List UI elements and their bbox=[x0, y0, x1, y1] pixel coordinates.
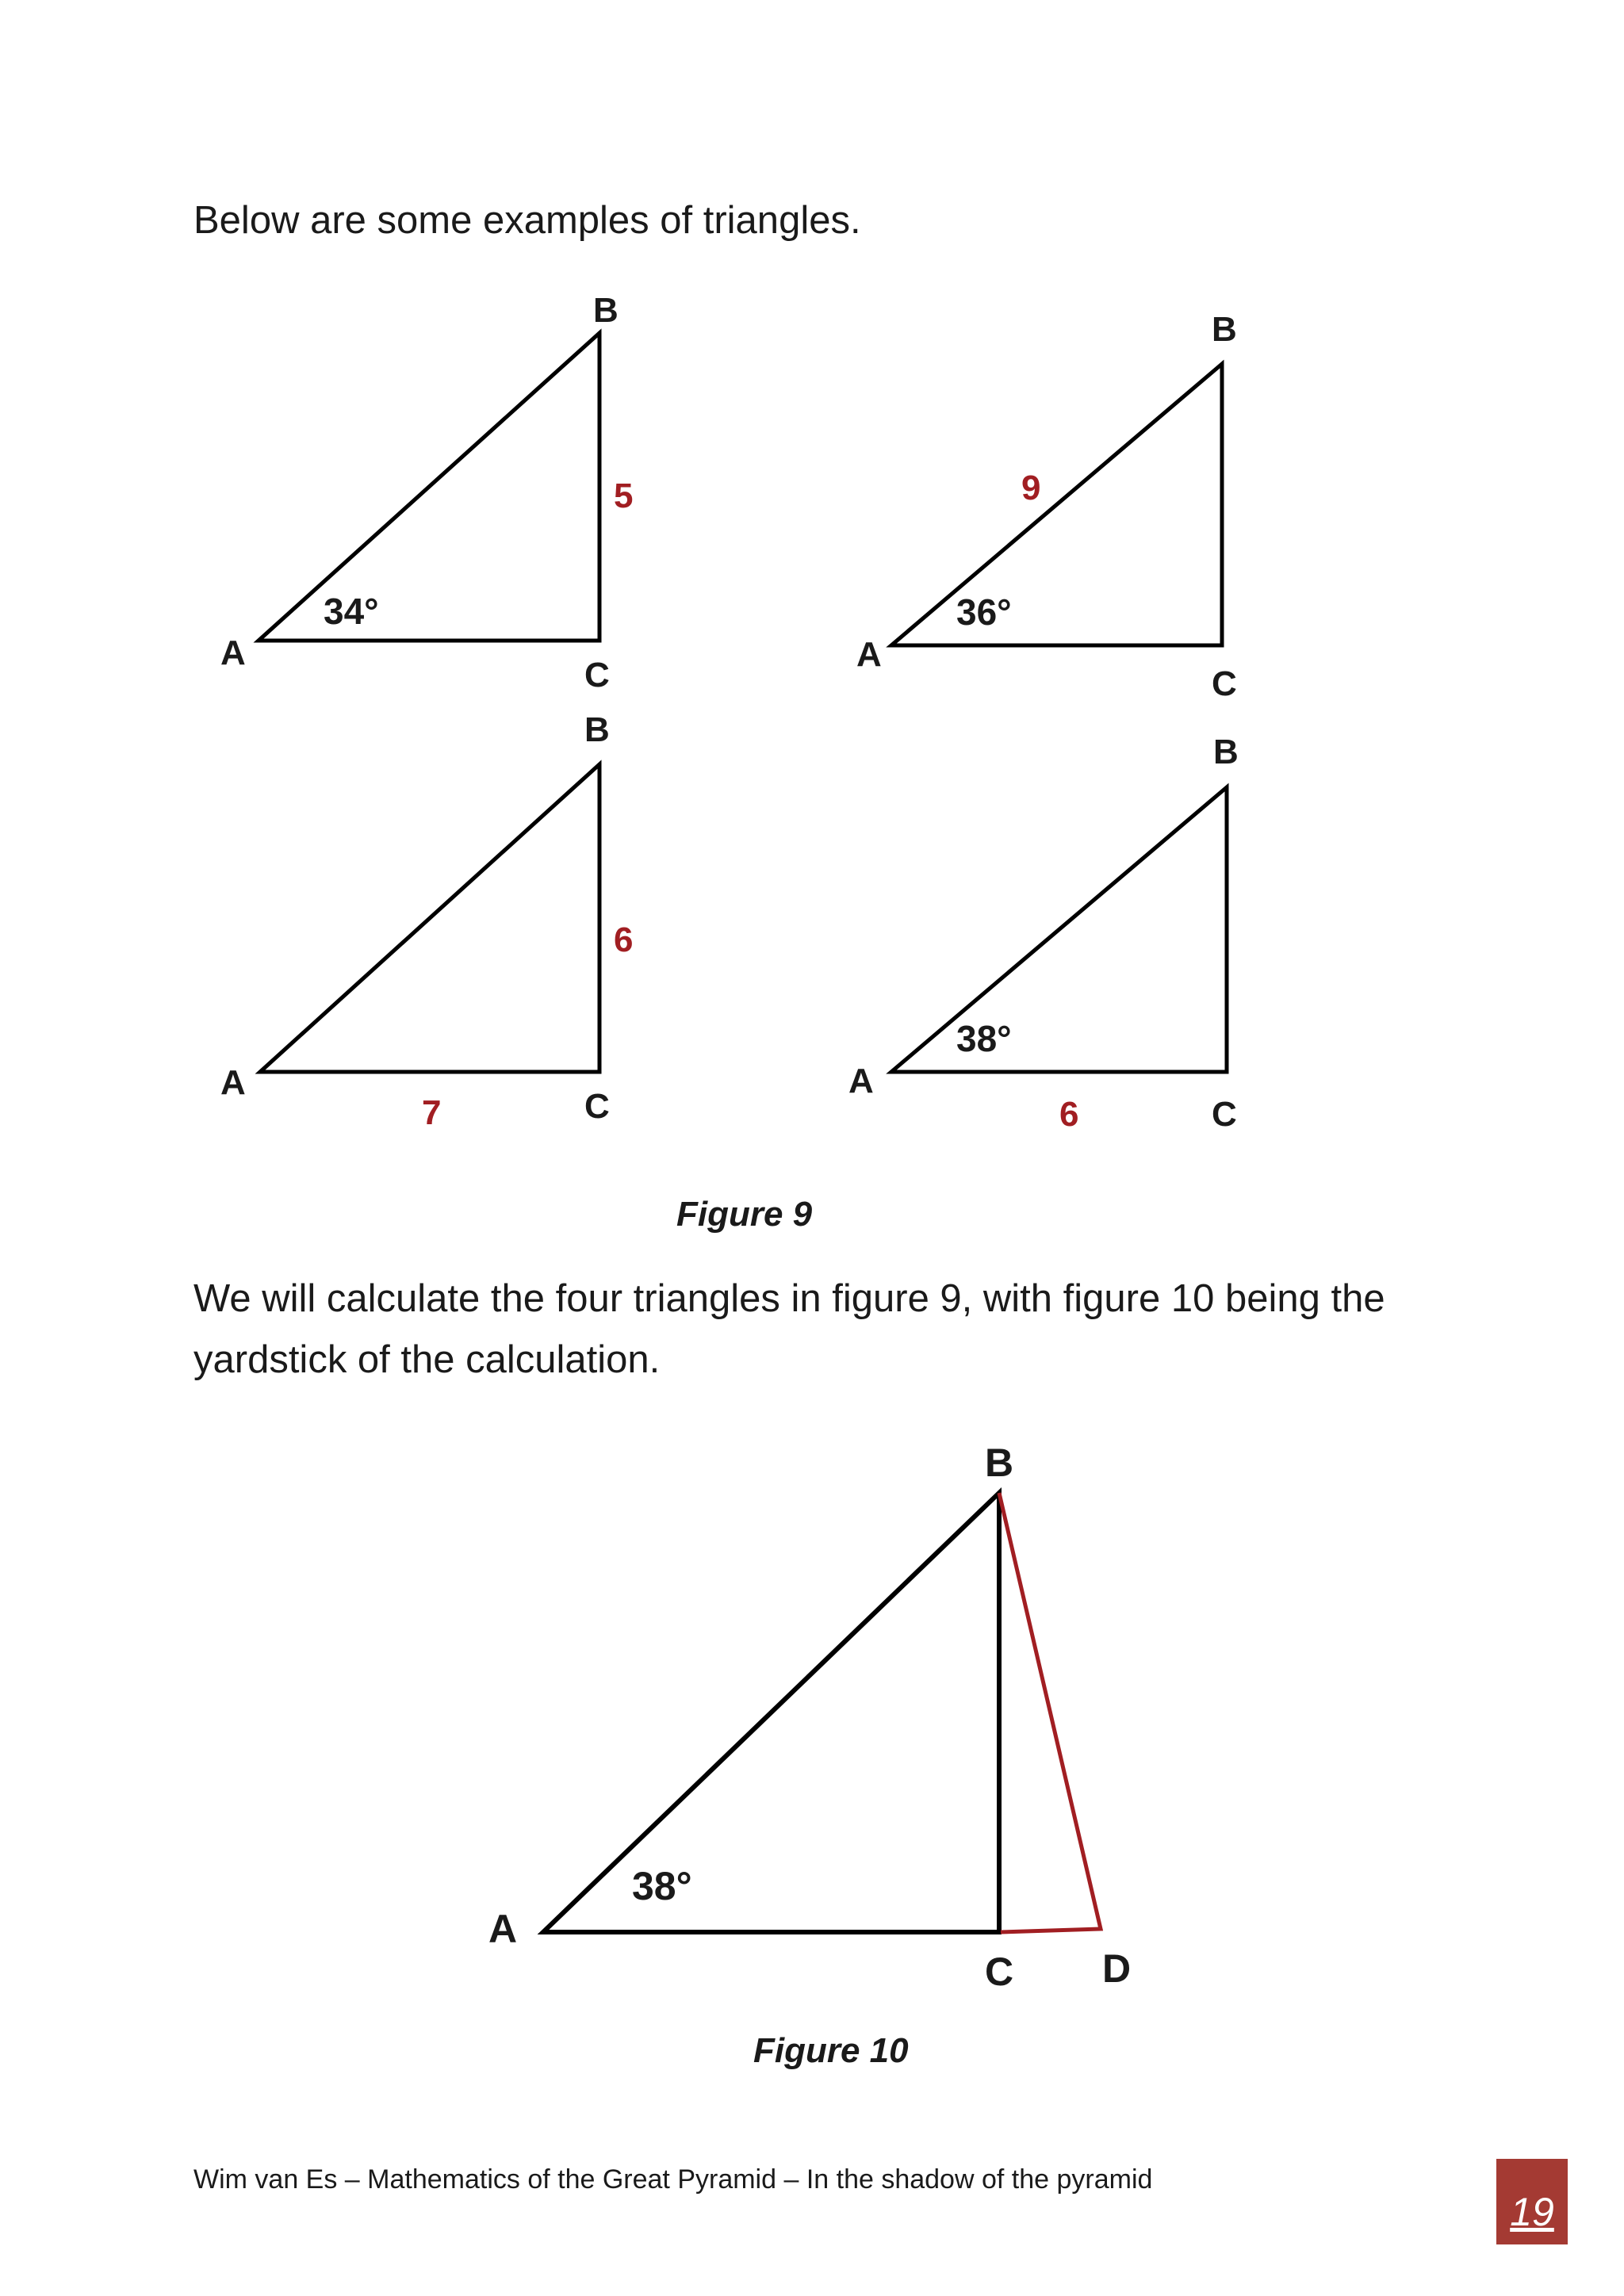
figure-9-caption: Figure 9 bbox=[676, 1195, 813, 1234]
triangle-4-angle-a: 38° bbox=[956, 1018, 1012, 1059]
calculation-paragraph: We will calculate the four triangles in figure 9, with figure 10 being the yardstick of the calculation. bbox=[193, 1277, 1385, 1381]
triangle-2-vertex-a: A bbox=[856, 635, 882, 674]
triangle-2-angle-a: 36° bbox=[956, 591, 1012, 633]
triangle-2-vertex-b: B bbox=[1212, 310, 1237, 349]
triangle-3-vertex-b: B bbox=[584, 710, 610, 749]
figure-10-vertex-b: B bbox=[985, 1441, 1014, 1485]
page-number: 19 bbox=[1510, 2190, 1554, 2234]
triangle-4-vertex-c: C bbox=[1212, 1095, 1237, 1134]
figure-10-vertex-d: D bbox=[1102, 1946, 1132, 1991]
triangle-2-side-ab: 9 bbox=[1021, 469, 1041, 507]
triangle-1-vertex-c: C bbox=[584, 656, 610, 695]
figure-10-triangle-bcd bbox=[999, 1493, 1101, 1932]
triangle-3-side-bc: 6 bbox=[614, 920, 634, 959]
triangle-2-vertex-c: C bbox=[1212, 664, 1237, 703]
triangle-1-side-bc: 5 bbox=[614, 476, 634, 515]
triangle-4-side-ac: 6 bbox=[1059, 1095, 1079, 1134]
triangle-3-vertex-c: C bbox=[584, 1087, 610, 1126]
page-number-badge bbox=[1496, 2159, 1568, 2244]
figure-10-vertex-a: A bbox=[488, 1907, 518, 1951]
triangle-3-side-ac: 7 bbox=[422, 1093, 442, 1132]
triangle-3-vertex-a: A bbox=[220, 1063, 246, 1102]
intro-paragraph: Below are some examples of triangles. bbox=[193, 199, 861, 242]
footer-text: Wim van Es – Mathematics of the Great Pyramid – In the shadow of the pyramid bbox=[193, 2164, 1153, 2195]
triangle-1-angle-a: 34° bbox=[324, 591, 379, 632]
figure-10-vertex-c: C bbox=[985, 1950, 1014, 1994]
triangle-4-vertex-a: A bbox=[848, 1062, 874, 1100]
figure-10-triangle-abc bbox=[543, 1493, 999, 1932]
triangle-4-vertex-b: B bbox=[1213, 733, 1239, 771]
figure-10-caption: Figure 10 bbox=[753, 2031, 909, 2070]
triangle-1-vertex-b: B bbox=[593, 291, 619, 330]
figure-10-angle-a: 38° bbox=[632, 1864, 692, 1908]
triangle-1-vertex-a: A bbox=[220, 633, 246, 672]
